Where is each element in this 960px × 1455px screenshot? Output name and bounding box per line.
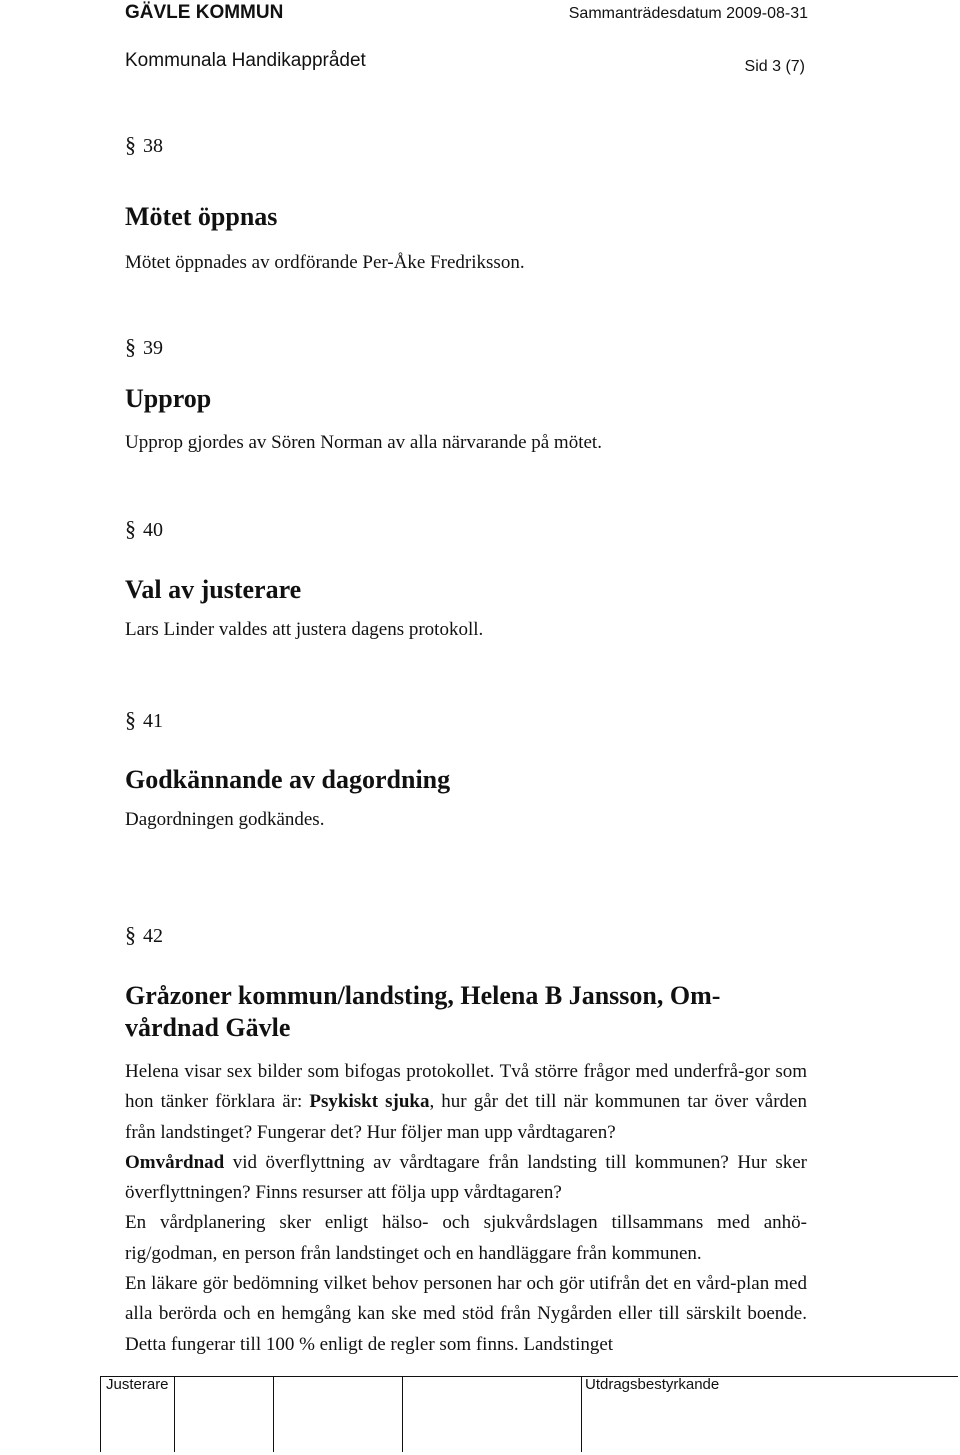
footer-box-border (273, 1376, 274, 1452)
section-symbol: § (125, 132, 136, 157)
section-symbol: § (125, 516, 136, 541)
item-heading-39: Upprop (125, 384, 212, 413)
meeting-date: Sammanträdesdatum 2009-08-31 (568, 5, 808, 22)
item-heading-42-line2: vårdnad Gävle (125, 1013, 291, 1042)
page-number: Sid 3 (7) (744, 58, 805, 75)
paragraph-number-41 (125, 707, 163, 733)
item-text-39: Upprop gjordes av Sören Norman av alla närvarande på mötet. (125, 432, 602, 453)
item-text-42 (125, 1057, 807, 1360)
item-heading-41: Godkännande av dagordning (125, 765, 451, 794)
section-symbol: § (125, 334, 136, 359)
paragraph-number-value: 41 (143, 710, 163, 732)
paragraph-1 (125, 1057, 807, 1148)
footer-justerare-label: Justerare (106, 1376, 169, 1393)
item-heading-42-line1: Gråzoner kommun/landsting, Helena B Jansson, Om- (125, 981, 721, 1010)
paragraph-number-40 (125, 516, 163, 542)
footer-divider (100, 1376, 958, 1377)
paragraph-text: vid överflyttning av vårdtagare från landsting till kommunen? Hur sker överflyttningen? Finns resurser att följa upp vårdtagaren? (125, 1151, 807, 1204)
footer-box-border (174, 1376, 175, 1452)
paragraph-2 (125, 1148, 807, 1209)
paragraph-number-38 (125, 132, 163, 158)
item-text-41: Dagordningen godkändes. (125, 809, 325, 830)
footer-box-border (581, 1376, 582, 1452)
paragraph-3: En vårdplanering sker enligt hälso- och sjukvårdslagen tillsammans med anhö-rig/godman, en person från landstinget och en handläggare från kommunen. (125, 1212, 807, 1264)
paragraph-4: En läkare gör bedömning vilket behov personen har och gör utifrån det en vård-plan med alla berörda och en hemgång kan ske med stöd från Nygården eller till särskilt boende. Detta fungerar till 100 % enligt de regler som finns. Landstinget (125, 1273, 807, 1355)
paragraph-number-value: 40 (143, 519, 163, 541)
section-symbol: § (125, 922, 136, 947)
paragraph-number-value: 42 (143, 925, 163, 947)
footer-box-border (402, 1376, 403, 1452)
item-text-40: Lars Linder valdes att justera dagens protokoll. (125, 619, 484, 640)
paragraph-number-39 (125, 334, 163, 360)
paragraph-text: , hur går det till när kommunen tar över vården från landstinget? Fungerar det? Hur följer man upp vårdtagaren? (125, 1091, 807, 1143)
board-name: Kommunala Handikapprådet (125, 50, 366, 71)
organization-name: GÄVLE KOMMUN (125, 2, 284, 23)
emphasis-text: Psykiskt sjuka (309, 1091, 430, 1113)
paragraph-number-42 (125, 922, 163, 948)
paragraph-number-value: 38 (143, 135, 163, 157)
footer-utdragsbestyrkande-label: Utdragsbestyrkande (585, 1376, 720, 1393)
paragraph-number-value: 39 (143, 337, 163, 359)
item-text-38: Mötet öppnades av ordförande Per-Åke Fredriksson. (125, 252, 525, 273)
item-heading-38: Mötet öppnas (125, 202, 278, 231)
footer-box-border (100, 1376, 101, 1452)
section-symbol: § (125, 707, 136, 732)
paragraph-text: Helena visar sex bilder som bifogas protokollet. Två större frågor med underfrå-gor som hon tänker förklara är: (125, 1061, 807, 1113)
item-heading-40: Val av justerare (125, 575, 302, 604)
emphasis-text: Omvårdnad (125, 1151, 225, 1173)
